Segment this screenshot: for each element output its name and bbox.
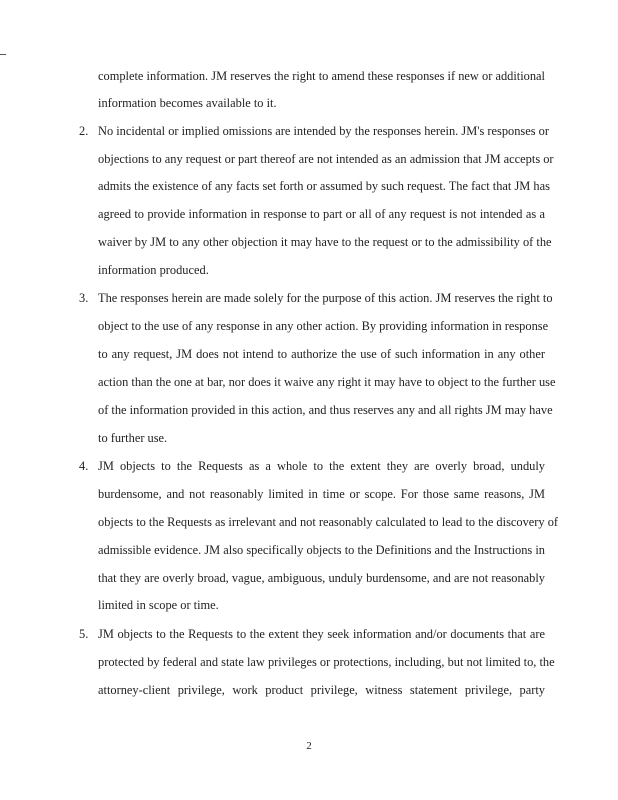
text-line: agreed to provide information in response to part or all of any request is not intended as a <box>98 207 545 221</box>
text-line: No incidental or implied omissions are intended by the responses herein. JM's responses or <box>98 124 549 138</box>
text-line: waiver by JM to any other objection it may have to the request or to the admissibility of the <box>98 235 552 249</box>
text-line: object to the use of any response in any other action. By providing information in response <box>98 319 549 333</box>
text-line: JM objects to the Requests as a whole to the extent they are overly broad, unduly <box>98 459 545 473</box>
text-line: admissible evidence. JM also specifically objects to the Definitions and the Instructions in <box>98 543 545 557</box>
text-line: information produced. <box>98 263 209 277</box>
text-line: admits the existence of any facts set forth or assumed by such request. The fact that JM has <box>98 179 550 193</box>
text-line: to further use. <box>98 431 168 445</box>
text-line: that they are overly broad, vague, ambiguous, unduly burdensome, and are not reasonably <box>98 571 545 585</box>
item-number: 4. <box>79 459 89 473</box>
scan-mark <box>0 54 6 55</box>
text-line: of the information provided in this action, and thus reserves any and all rights JM may have <box>98 403 553 417</box>
text-line: attorney-client privilege, work product privilege, witness statement privilege, party <box>98 683 545 697</box>
text-line: JM objects to the Requests to the extent they seek information and/or documents that are <box>98 627 545 641</box>
text-line: The responses herein are made solely for the purpose of this action. JM reserves the right to <box>98 291 553 305</box>
text-line: action than the one at bar, nor does it waive any right it may have to object to the further use <box>98 375 556 389</box>
page-number: 2 <box>306 740 312 752</box>
text-line: to any request, JM does not intend to authorize the use of such information in any other <box>98 347 545 361</box>
text-line: complete information. JM reserves the right to amend these responses if new or additional <box>98 69 545 83</box>
item-number: 3. <box>79 291 89 305</box>
text-line: information becomes available to it. <box>98 96 277 110</box>
item-number: 5. <box>79 627 89 641</box>
text-line: objects to the Requests as irrelevant and not reasonably calculated to lead to the discovery of <box>98 515 559 529</box>
text-line: objections to any request or part thereof are not intended as an admission that JM accepts or <box>98 152 554 166</box>
text-line: burdensome, and not reasonably limited in time or scope. For those same reasons, JM <box>98 487 545 501</box>
item-number: 2. <box>79 124 89 138</box>
text-line: protected by federal and state law privileges or protections, including, but not limited to, the <box>98 655 555 669</box>
text-line: limited in scope or time. <box>98 598 219 612</box>
